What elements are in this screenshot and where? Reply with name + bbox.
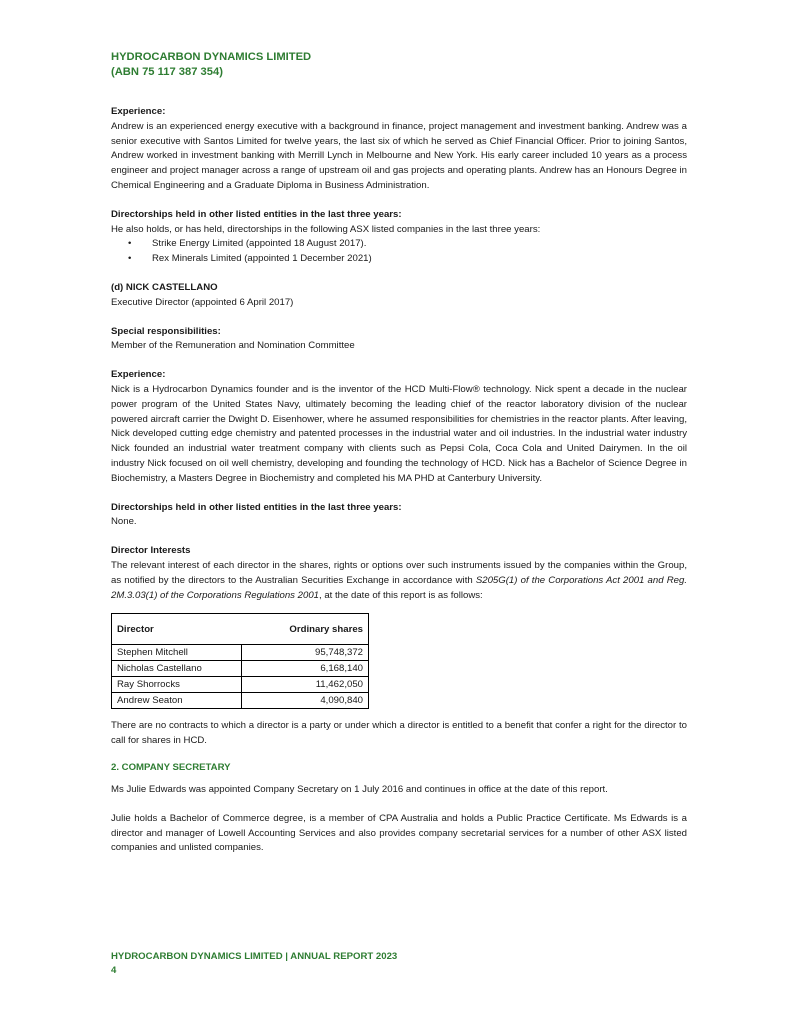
table-row: Andrew Seaton 4,090,840 xyxy=(112,693,369,709)
table-row: Stephen Mitchell 95,748,372 xyxy=(112,645,369,661)
company-abn: (ABN 75 117 387 354) xyxy=(111,66,223,78)
secretary-paragraph-1: Ms Julie Edwards was appointed Company Secretary on 1 July 2016 and continues in office at the date of this report. xyxy=(111,783,608,795)
andrew-experience-text: Andrew is an experienced energy executive with a background in finance, project management and investment banking. Andrew was a senior executive with Santos Limited for twelve years, the last six of which he served as Chief Financial Officer. Prior to joining Santos, Andrew worked in investment banking with Merrill Lynch in Melbourne and New York. His early career included 10 years as a process engineer and project manager across a range of upstream oil and gas projects and operating plants. Andrew has an Honours Degree in Chemical Engineering and a Graduate Diploma in Business Administration. xyxy=(111,120,687,191)
nick-special-text: Member of the Remuneration and Nomination Committee xyxy=(111,340,355,352)
nick-name-heading: (d) NICK CASTELLANO xyxy=(111,281,218,293)
footer-title: HYDROCARBON DYNAMICS LIMITED | ANNUAL REPORT 2023 xyxy=(111,951,398,962)
nick-special-heading: Special responsibilities: xyxy=(111,325,221,337)
company-secretary-heading: 2. COMPANY SECRETARY xyxy=(111,761,231,773)
page-footer xyxy=(111,950,397,978)
page-number: 4 xyxy=(111,965,117,976)
nick-experience-heading: Experience: xyxy=(111,369,166,381)
table-row: Nicholas Castellano 6,168,140 xyxy=(112,661,369,677)
nick-role: Executive Director (appointed 6 April 2017) xyxy=(111,296,294,308)
company-name: HYDROCARBON DYNAMICS LIMITED xyxy=(111,51,312,63)
bullet-icon: • xyxy=(128,253,132,265)
andrew-directorships-intro: He also holds, or has held, directorships in the following ASX listed companies in the last three years: xyxy=(111,223,541,235)
list-item: • Rex Minerals Limited (appointed 1 December 2021) xyxy=(111,252,687,267)
director-interests-table xyxy=(111,613,369,709)
andrew-directorships-heading: Directorships held in other listed entities in the last three years: xyxy=(111,208,402,220)
bullet-icon: • xyxy=(128,238,132,250)
director-interests-heading: Director Interests xyxy=(111,545,191,557)
table-header-shares: Ordinary shares xyxy=(241,614,369,645)
director-interests-text: The relevant interest of each director in the shares, rights or options over such instruments issued by the companies within the Group, as notified by the directors to the Australian Securities Exchange in accordance with S205G(1) of the Corporations Act 2001 and Reg. 2M.3.03(1) of the Corporations Regulations 2001, at the date of this report is as follows: xyxy=(111,559,687,601)
table-header-director: Director xyxy=(112,614,242,645)
list-item: • Strike Energy Limited (appointed 18 August 2017). xyxy=(111,237,687,252)
nick-directorships-heading: Directorships held in other listed entities in the last three years: xyxy=(111,501,402,513)
andrew-experience-heading: Experience: xyxy=(111,106,166,117)
report-page xyxy=(111,50,687,856)
secretary-paragraph-2: Julie holds a Bachelor of Commerce degree, is a member of CPA Australia and holds a Public Practice Certificate. Ms Edwards is a director and manager of Lowell Accounting Services and also provides company secretarial services for a number of other ASX listed companies and unlisted companies. xyxy=(111,812,687,854)
nick-directorships-text: None. xyxy=(111,516,137,528)
nick-experience-text: Nick is a Hydrocarbon Dynamics founder and is the inventor of the HCD Multi-Flow® technology. Nick spent a decade in the nuclear power program of the United States Navy, ultimately becoming the leading chief of the reactor laboratory division of the nuclear powered aircraft carrier the Dwight D. Eisenhower, where he assumed responsibilities for chemistries in the reactor plants. After leaving, Nick developed cutting edge chemistry and patented processes in the industrial water and oil industries. In the industrial water industry Nick founded an industrial water treatment company with clients such as Pepsi Cola, Coca Cola and United Dairymen. In the oil industry Nick focused on oil well chemistry, developing and founding the technology of HCD. Nick has a Bachelor of Science Degree in Biochemistry, a Masters Degree in Biochemistry and completed his MA PHD at Canterbury University. xyxy=(111,383,687,484)
contracts-text: There are no contracts to which a director is a party or under which a director is entitled to a benefit that confer a right for the director to call for shares in HCD. xyxy=(111,720,687,747)
andrew-directorships-list xyxy=(111,237,687,267)
table-row: Ray Shorrocks 11,462,050 xyxy=(112,677,369,693)
